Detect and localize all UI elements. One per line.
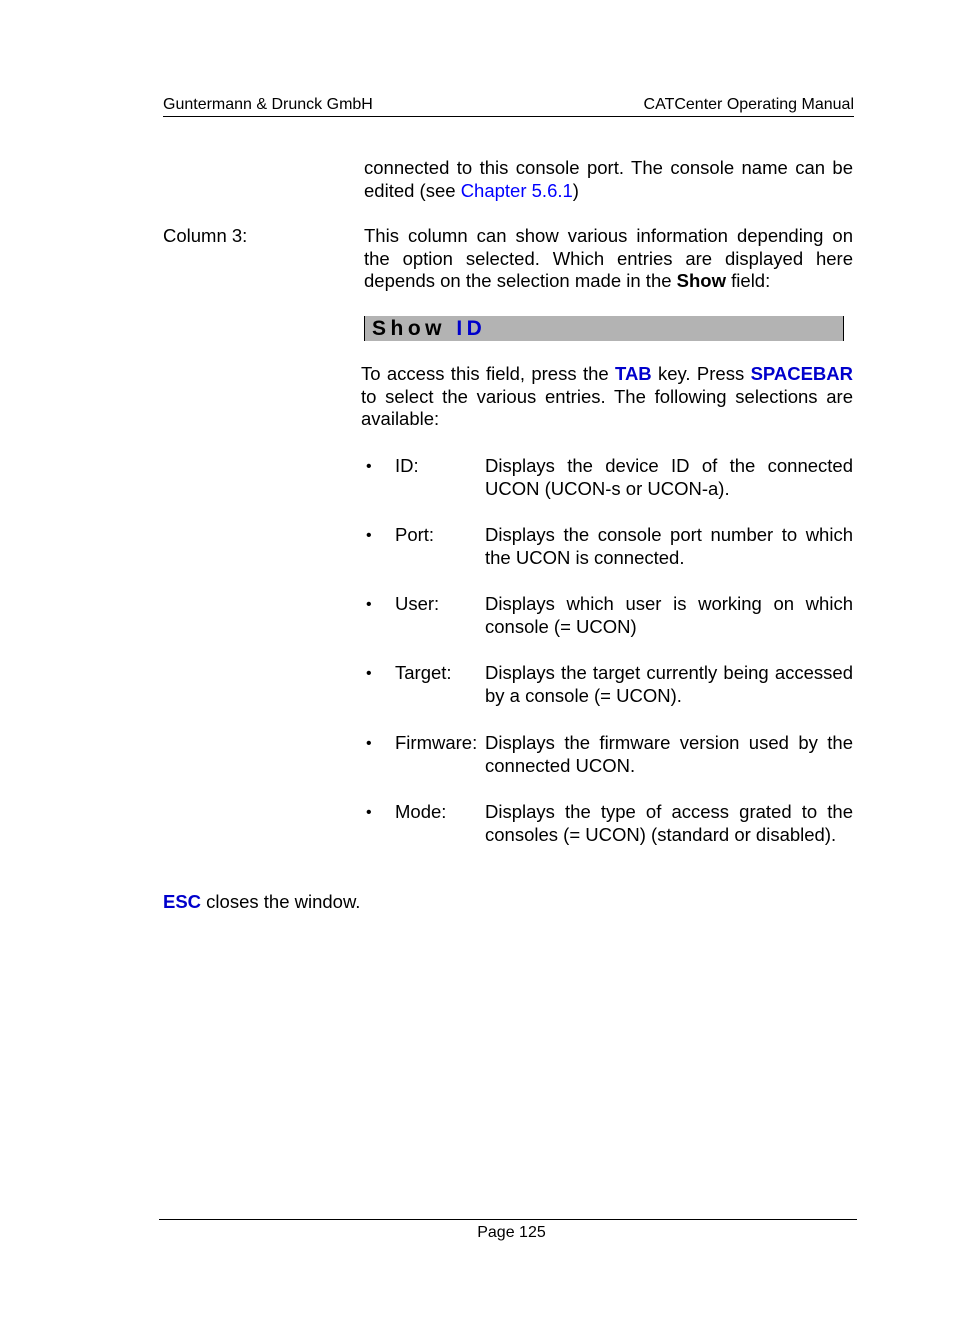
spacebar-key: SPACEBAR [750, 363, 854, 384]
option-description: Displays the target currently being accessed by a console (= UCON). [485, 662, 853, 706]
company-name: Guntermann & Drunck GmbH [163, 96, 373, 113]
column3-text: This column can show various information depending on the option selected. Which entries are displayed here depends on the selection made in the [364, 225, 853, 292]
bullet-icon: • [366, 527, 372, 544]
esc-paragraph [163, 891, 853, 914]
chapter-link[interactable]: Chapter 5.6.1 [460, 179, 573, 201]
esc-key: ESC [163, 891, 202, 912]
manual-title: CATCenter Operating Manual [643, 96, 854, 113]
option-name: Port: [395, 524, 435, 545]
access-text-2: key. Press [651, 363, 751, 384]
column3-label: Column 3: [163, 225, 248, 246]
option-description: Displays which user is working on which console (= UCON) [485, 593, 853, 637]
bullet-icon: • [366, 596, 372, 613]
access-text-1: To access this field, press the [361, 363, 616, 384]
footer-divider [159, 1219, 857, 1220]
intro-paragraph [364, 157, 853, 202]
column3-text-end: field: [726, 270, 771, 292]
column3-description [364, 225, 853, 293]
option-name: Target: [395, 662, 452, 683]
bullet-icon: • [366, 804, 372, 821]
option-name: ID: [395, 455, 419, 476]
option-description: Displays the firmware version used by the connected UCON. [485, 732, 853, 776]
bullet-icon: • [366, 735, 372, 752]
page-number: Page 125 [477, 1224, 546, 1241]
show-keyword: Show [676, 270, 727, 292]
option-description: Displays the type of access grated to the consoles (= UCON) (standard or disabled). [485, 801, 853, 845]
intro-text: connected to this console port. The console name can be edited (see [364, 157, 853, 201]
option-description: Displays the device ID of the connected UCON (UCON-s or UCON-a). [485, 455, 853, 499]
esc-text: closes the window. [201, 891, 361, 912]
access-text-3: to select the various entries. The following selections are available: [361, 385, 853, 430]
tab-key: TAB [615, 363, 652, 384]
option-name: Firmware: [395, 732, 478, 753]
bullet-icon: • [366, 665, 372, 682]
option-name: Mode: [395, 801, 447, 822]
show-field-heading [364, 316, 844, 341]
show-field-label: Show [372, 317, 446, 340]
access-paragraph [361, 363, 853, 431]
show-field-value: ID [456, 317, 487, 340]
intro-text-end: ) [572, 179, 579, 201]
option-name: User: [395, 593, 440, 614]
bullet-icon: • [366, 458, 372, 475]
page-header [163, 96, 854, 117]
option-description: Displays the console port number to which the UCON is connected. [485, 524, 853, 568]
